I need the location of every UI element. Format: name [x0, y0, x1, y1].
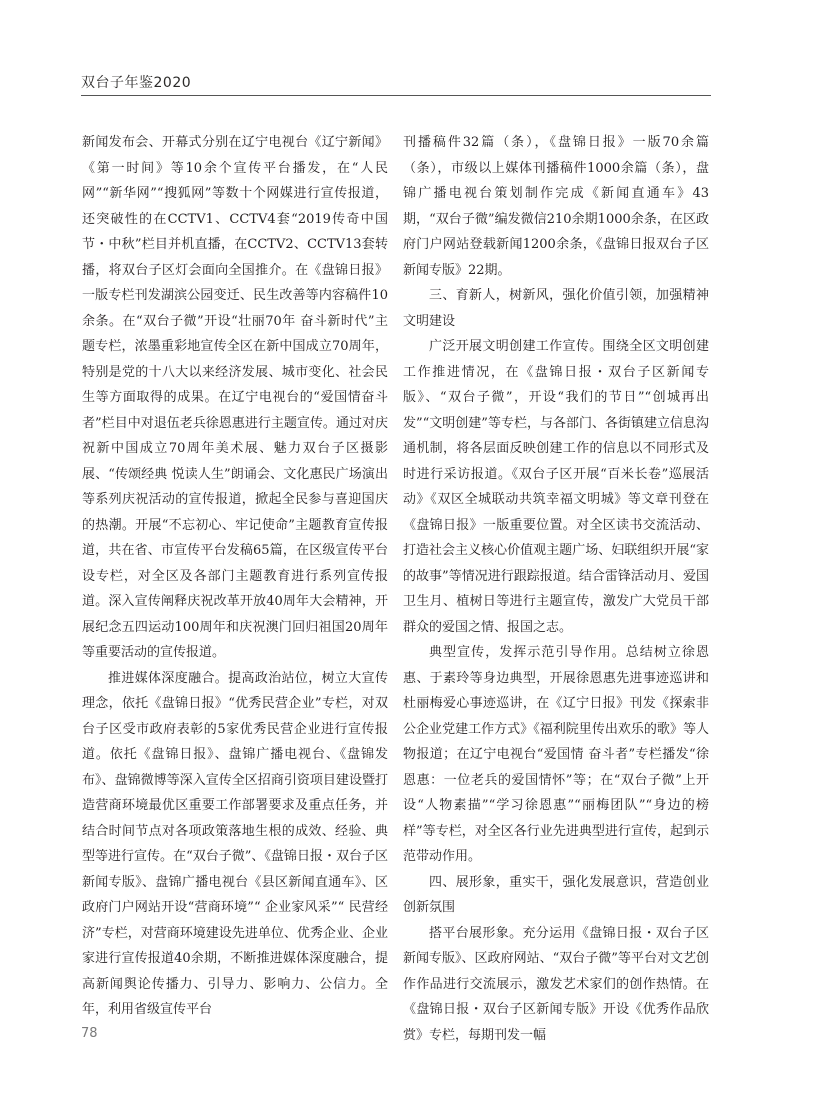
paragraph-publication-stats: 刊播稿件32篇（条），《盘锦日报》一版70余篇（条），市级以上媒体刊播稿件1000余篇（条），盘锦广播电视台策划制作完成《新闻直通车》43期，“双台子微”编发微信210余期1000余条，在区政府门户网站登载新闻1200余条，《盘锦日报双台子区新闻专版》22期。 [403, 135, 709, 278]
paragraph-media-integration: 推进媒体深度融合。提高政治站位，树立大宣传理念，依托《盘锦日报》“优秀民营企业”专栏，对双台子区受市政府表彰的5家优秀民营企业进行宣传报道。依托《盘锦日报》、盘锦广播电视台、《盘锦发布》、盘锦微博等深入宣传全区招商引资项目建设暨打造营商环境最优区重要工作部署要求及重点任务，并结合时间节点对各项政策落地生根的成效、经验、典型等进行宣传。在“双台子微”、《盘锦日报・双台子区新闻专版》、盘锦广播电视台《县区新闻直通车》、区政府门户网站开设“营商环境”“ 企业家风采”“ 民营经济”专栏，对营商环境建设先进单位、优秀企业、企业家进行宣传报道40余期，不断推进媒体深度融合，提高新闻舆论传播力、引导力、影响力、公信力。全年，利用省级宣传平台 [82, 670, 388, 1017]
paragraph-platform-showcase: 搭平台展形象。充分运用《盘锦日报・双台子区新闻专版》、区政府网站、“双台子微”等平台对文艺创作作品进行交流展示，激发艺术家们的创作热情。在《盘锦日报・双台子区新闻专版》开设《优秀作品欣赏》专栏，每期刊发一幅 [403, 925, 709, 1043]
header-divider [81, 95, 711, 96]
paragraph-civilization-campaign: 广泛开展文明创建工作宣传。围绕全区文明创建工作推进情况，在《盘锦日报・双台子区新闻专版》、“双台子微”，开设“我们的节日”“创城再出发”“文明创建”等专栏，与各部门、各街镇建立信息沟通机制，将各层面反映创建工作的信息以不同形式及时进行采访报道。《双台子区开展“百米长卷”巡展活动》《双区全城联动共筑幸福文明城》等文章刊登在《盘锦日报》一版重要位置。对全区读书交流活动、打造社会主义核心价值观主题广场、妇联组织开展“家的故事”等情况进行跟踪报道。结合雷锋活动月、爱国卫生月、植树日等进行主题宣传，激发广大党员干部群众的爱国之情、报国之志。 [403, 339, 709, 635]
paragraph-publicity-continued: 新闻发布会、开幕式分别在辽宁电视台《辽宁新闻》《第一时间》等10余个宣传平台播发，在“人民网”“新华网”“搜狐网”等数十个网媒进行宣传报道，还突破性的在CCTV1、CCTV4套“2019传奇中国节・中秋”栏目并机直播，在CCTV2、CCTV13套转播，将双台子区灯会面向全国推介。在《盘锦日报》一版专栏刊发湖滨公园变迁、民生改善等内容稿件10余条。在“双台子微”开设“壮丽70年 奋斗新时代”主题专栏，浓墨重彩地宣传全区在新中国成立70周年，特别是党的十八大以来经济发展、城市变化、社会民生等方面取得的成果。在辽宁电视台的“爱国情奋斗者”栏目中对退伍老兵徐恩惠进行主题宣传。通过对庆祝新中国成立70周年美术展、魅力双台子区摄影展、“传颂经典 悦读人生”朗诵会、文化惠民广场演出等系列庆祝活动的宣传报道，掀起全民参与喜迎国庆的热潮。开展“不忘初心、牢记使命”主题教育宣传报道，共在省、市宣传平台发稿65篇，在区级宣传平台设专栏，对全区及各部门主题教育进行系列宣传报道。深入宣传阐释庆祝改革开放40周年大会精神，开展纪念五四运动100周年和庆祝澳门回归祖国20周年等重要活动的宣传报道。 [82, 135, 388, 660]
section-heading-4: 四、展形象，重实干，强化发展意识，营造创业创新氛围 [403, 874, 709, 915]
running-header [81, 72, 711, 92]
section-heading-3: 三、育新人，树新风，强化价值引领，加强精神文明建设 [403, 288, 709, 329]
paragraph-role-models: 典型宣传，发挥示范引导作用。总结树立徐恩惠、于素玲等身边典型，开展徐恩惠先进事迹巡讲和杜丽梅爱心事迹巡讲，在《辽宁日报》刊发《探索非公企业党建工作方式》《福利院里传出欢乐的歌》等人物报道；在辽宁电视台“爱国情 奋斗者”专栏播发“徐恩惠：一位老兵的爱国情怀”等；在“双台子微”上开设“人物素描”“学习徐恩惠”“丽梅团队”“身边的榜样”等专栏，对全区各行业先进典型进行宣传，起到示范带动作用。 [403, 645, 709, 864]
right-text-column [403, 130, 709, 1048]
left-text-column [82, 130, 388, 1023]
yearbook-title: 双台子年鉴2020 [81, 75, 192, 91]
page-number: 78 [81, 1026, 98, 1041]
